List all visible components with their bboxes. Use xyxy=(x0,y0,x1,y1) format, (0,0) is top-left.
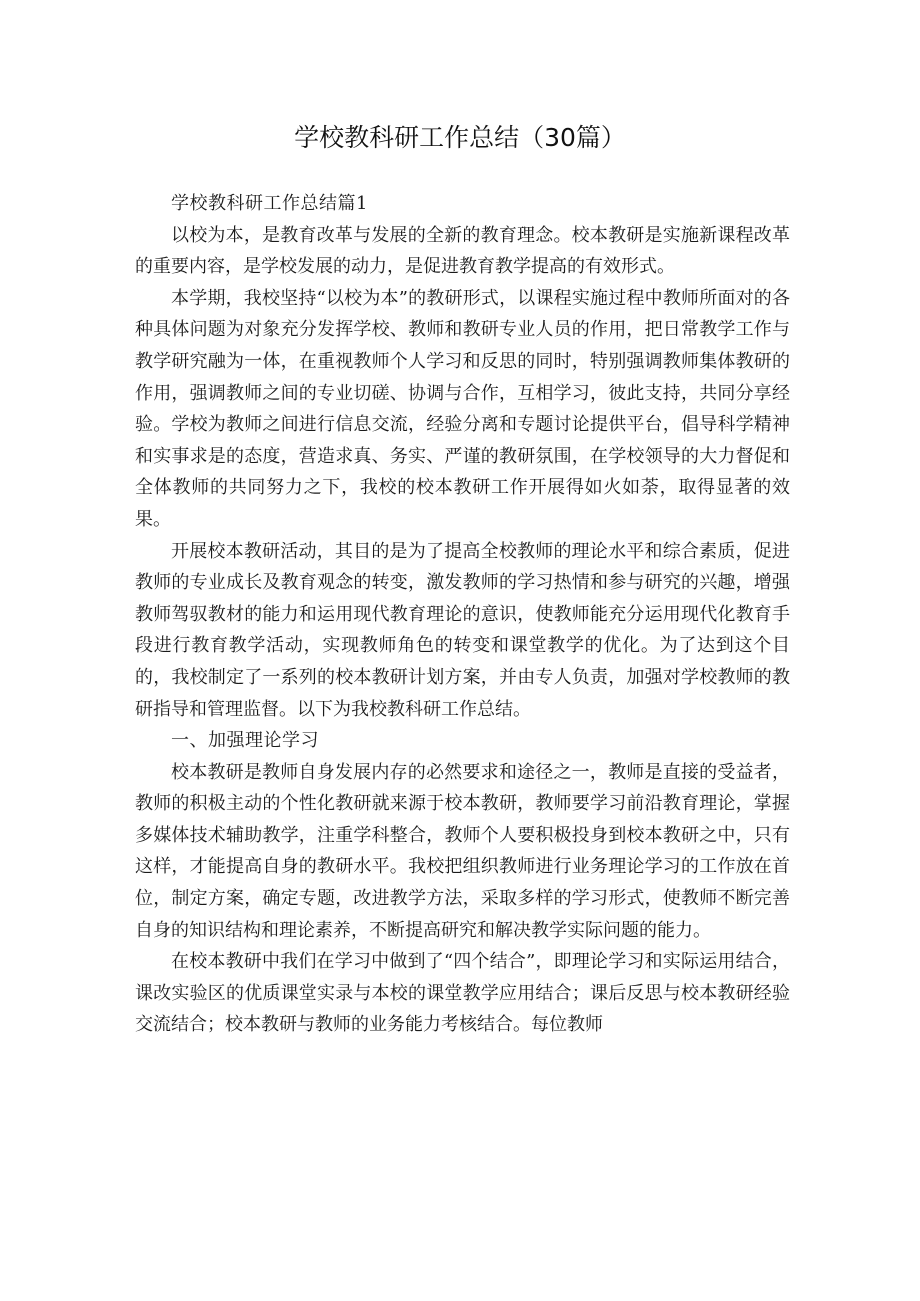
paragraph: 校本教研是教师自身发展内存的必然要求和途径之一，教师是直接的受益者，教师的积极主动的个性化教研就来源于校本教研，教师要学习前沿教育理论，掌握多媒体技术辅助教学，注重学科整合，教师个人要积极投身到校本教研之中，只有这样，才能提高自身的教研水平。我校把组织教师进行业务理论学习的工作放在首位，制定方案，确定专题，改进教学方法，采取多样的学习形式，使教师不断完善自身的知识结构和理论素养，不断提高研究和解决教学实际问题的能力。 xyxy=(135,761,790,941)
document-title: 学校教科研工作总结（30篇） xyxy=(294,123,626,152)
section-heading: 一、加强理论学习 xyxy=(171,730,319,752)
paragraph: 开展校本教研活动，其目的是为了提高全校教师的理论水平和综合素质，促进教师的专业成长及教育观念的转变，激发教师的学习热情和参与研究的兴趣，增强教师驾驭教材的能力和运用现代教育理论的意识，使教师能充分运用现代化教育手段进行教育教学活动，实现教师角色的转变和课堂教学的优化。为了达到这个目的，我校制定了一系列的校本教研计划方案，并由专人负责，加强对学校教师的教研指导和管理监督。以下为我校教科研工作总结。 xyxy=(135,540,790,720)
document-body xyxy=(135,188,790,1041)
paragraph: 本学期，我校坚持“以校为本”的教研形式，以课程实施过程中教师所面对的各种具体问题为对象充分发挥学校、教师和教研专业人员的作用，把日常教学工作与教学研究融为一体，在重视教师个人学习和反思的同时，特别强调教师集体教研的作用，强调教师之间的专业切磋、协调与合作，互相学习，彼此支持，共同分享经验。学校为教师之间进行信息交流，经验分离和专题讨论提供平台，倡导科学精神和实事求是的态度，营造求真、务实、严谨的教研氛围，在学校领导的大力督促和全体教师的共同努力之下，我校的校本教研工作开展得如火如荼，取得显著的效果。 xyxy=(135,287,790,530)
section-heading: 学校教科研工作总结篇1 xyxy=(171,193,368,214)
paragraph: 在校本教研中我们在学习中做到了“四个结合”，即理论学习和实际运用结合，课改实验区的优质课堂实录与本校的课堂教学应用结合；课后反思与校本教研经验交流结合；校本教研与教师的业务能力考核结合。每位教师 xyxy=(135,951,790,1036)
paragraph: 以校为本，是教育改革与发展的全新的教育理念。校本教研是实施新课程改革的重要内容，是学校发展的动力，是促进教育教学提高的有效形式。 xyxy=(135,224,790,278)
